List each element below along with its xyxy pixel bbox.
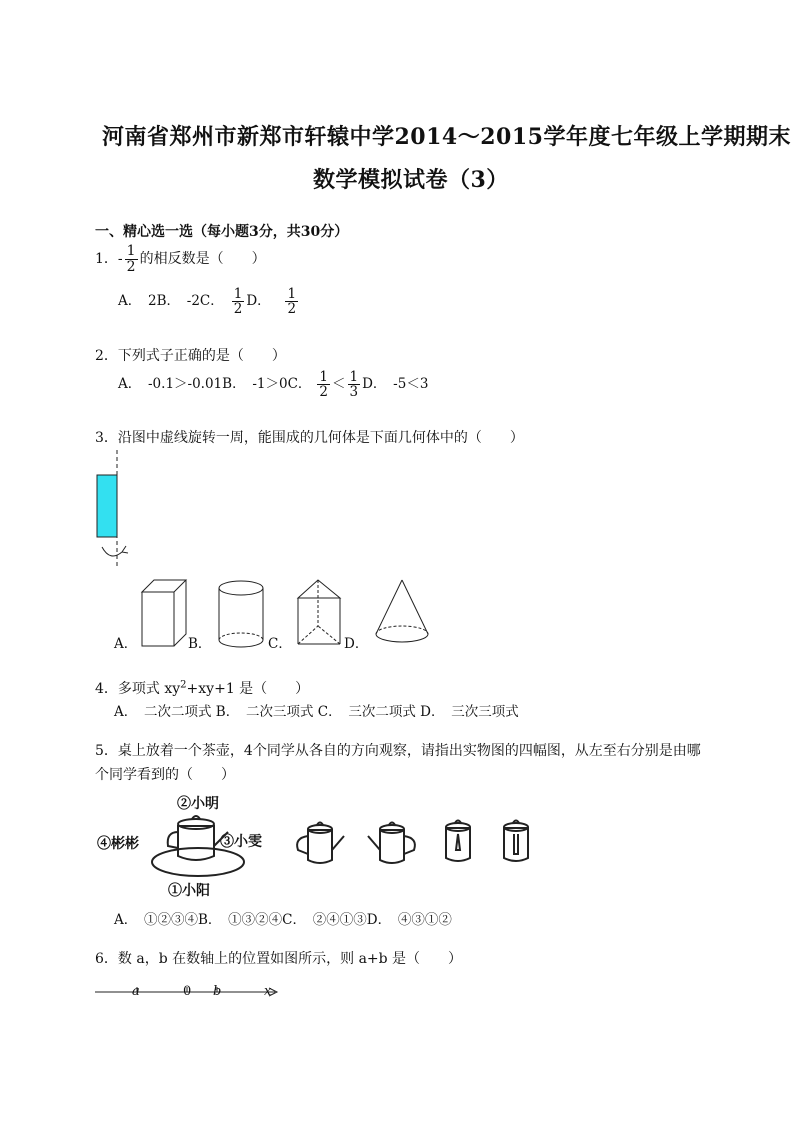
number-line-label-b: b: [213, 984, 222, 999]
teapot-view-2: [362, 820, 422, 870]
q2-options: [118, 370, 428, 399]
q4-text-post: +xy+1 是（ ）: [186, 681, 310, 697]
q4-option-a: A． 二次二项式: [114, 704, 212, 720]
q5-option-d: D． ④③①②: [366, 912, 452, 928]
cuboid-figure: [140, 578, 190, 648]
q3-option-a: A．: [114, 636, 138, 652]
q3-option-d: D．: [344, 636, 369, 652]
rotation-arrow-icon: [102, 547, 122, 556]
q4-exponent: 2: [180, 679, 187, 691]
q5-option-b: B． ①③②④: [198, 912, 283, 928]
q5-options: [114, 908, 452, 928]
q5-option-c: C． ②④①③: [282, 912, 367, 928]
q4-option-b: B． 二次三项式: [215, 704, 314, 720]
q2-option-c-fraction-2: $\frac{1}{3}$: [349, 369, 359, 401]
q1-option-d-fraction: $\frac{1}{2}$: [287, 286, 297, 318]
q4-option-c: C． 三次二项式: [317, 704, 416, 720]
q5-label-top: ②小明: [177, 796, 219, 812]
q5-label-right: ③小雯: [220, 834, 262, 850]
q2-option-a: A． -0.1＞-0.01: [118, 376, 223, 393]
q1-text: 的相反数是（ ）: [139, 251, 266, 268]
section-heading: 一、精心选一选（每小题3分，共30分）: [95, 224, 349, 240]
number-line-label-a: a: [132, 984, 140, 999]
q2-option-c-fraction-1: $\frac{1}{2}$: [319, 369, 329, 401]
q4-option-d: D． 三次三项式: [420, 704, 519, 720]
question-4: [95, 678, 309, 698]
question-6: 6．数 a，b 在数轴上的位置如图所示，则 a+b 是（ ）: [95, 951, 463, 967]
title-line-1: 河南省郑州市新郑市轩辕中学2014～2015学年度七年级上学期期末: [102, 124, 791, 150]
cone-figure: [374, 578, 430, 648]
q3-option-b: B．: [188, 636, 212, 652]
q1-sign: -: [117, 251, 123, 268]
q1-option-c-fraction: $\frac{1}{2}$: [233, 286, 243, 318]
question-2: 2．下列式子正确的是（ ）: [95, 348, 286, 364]
q2-option-d: D． -5＜3: [362, 376, 429, 393]
q1-option-b: B． -2: [156, 293, 200, 310]
q5-label-bottom: ①小阳: [168, 883, 210, 899]
rotation-figure: [90, 450, 140, 570]
shaded-rectangle: [97, 475, 117, 537]
q2-option-c-lt: ＜: [332, 376, 346, 393]
cylinder-figure: [218, 580, 268, 650]
title-line-2: 数学模拟试卷（3）: [313, 167, 509, 193]
q1-option-c: C．: [199, 293, 224, 310]
q1-option-a: A． 2: [118, 293, 157, 310]
q2-option-c: C．: [287, 376, 312, 393]
question-1: [95, 244, 266, 274]
q1-number: 1．: [95, 251, 118, 268]
number-line-label-0: 0: [183, 984, 192, 999]
teapot-on-plate-figure: [148, 812, 258, 882]
question-5-line-1: 5．桌上放着一个茶壶，4个同学从各自的方向观察，请指出实物图的四幅图，从左至右分别是由哪: [95, 743, 701, 759]
teapot-view-1: [290, 820, 350, 870]
q4-options: [114, 700, 519, 720]
q3-option-c: C．: [268, 636, 292, 652]
teapot-view-3: [438, 818, 482, 868]
question-3: 3．沿图中虚线旋转一周，能围成的几何体是下面几何体中的（ ）: [95, 430, 524, 446]
q5-label-left: ④彬彬: [97, 836, 139, 852]
teapot-view-4: [496, 818, 540, 868]
q2-option-b: B． -1＞0: [222, 376, 288, 393]
q5-option-a: A． ①②③④: [114, 912, 198, 928]
question-5-line-2: 个同学看到的（ ）: [95, 767, 235, 783]
q1-option-d: D．: [246, 293, 278, 310]
prism-figure: [296, 578, 348, 648]
q4-text-pre: 4．多项式 xy: [95, 681, 181, 697]
q1-options: [118, 287, 300, 316]
q1-fraction: $\frac{1}{2}$: [126, 243, 136, 275]
number-line-label-x: x: [264, 984, 272, 999]
